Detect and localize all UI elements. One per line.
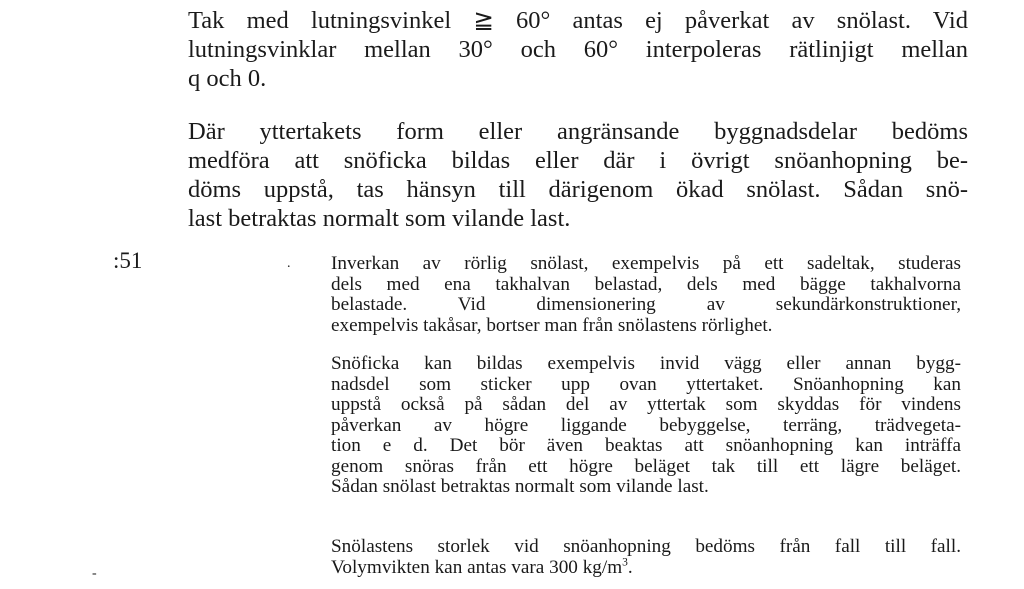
note-line-end-punct: . <box>627 556 633 578</box>
note-line: påverkan av högre liggande bebyggelse, terräng, trädvegeta- <box>331 414 961 436</box>
superscript-exponent: 3 <box>622 556 628 569</box>
paragraph-line: q och 0. <box>188 65 267 92</box>
paragraph-line: döms uppstå, tas hänsyn till därigenom ökad snölast. Sådan snö- <box>188 176 968 203</box>
note-line-last <box>331 558 961 579</box>
note-line-text: Volymvikten kan antas vara 300 kg/m <box>331 556 623 578</box>
margin-dot: . <box>287 256 291 271</box>
note-line: nadsdel som sticker upp ovan yttertaket. Snöanhopning kan <box>331 373 961 395</box>
note-line: exempelvis takåsar, bortser man från snölastens rörlighet. <box>331 314 773 336</box>
note-line: genom snöras från ett högre beläget tak till ett lägre beläget. <box>331 455 961 477</box>
note-line: Snöficka kan bildas exempelvis invid vägg eller annan bygg- <box>331 353 961 374</box>
main-paragraph-2 <box>188 117 968 233</box>
note-line: tion e d. Det bör även beaktas att snöanhopning kan inträffa <box>331 435 961 456</box>
note-line: Snölastens storlek vid snöanhopning bedöms från fall till fall. <box>331 536 961 557</box>
paragraph-line: Där yttertakets form eller angränsande byggnadsdelar bedöms <box>188 118 968 145</box>
section-number: :51 <box>113 248 143 273</box>
paragraph-line: Tak med lutningsvinkel ≧ 60° antas ej påverkat av snölast. Vid <box>188 7 968 34</box>
note-paragraph-1 <box>331 254 961 336</box>
note-line: uppstå också på sådan del av yttertak som skyddas för vindens <box>331 394 961 415</box>
note-paragraph-3 <box>331 537 961 578</box>
note-line: Sådan snölast betraktas normalt som vilande last. <box>331 476 709 497</box>
main-paragraph-1 <box>188 6 968 93</box>
note-line: Inverkan av rörlig snölast, exempelvis på ett sadeltak, studeras <box>331 253 961 274</box>
margin-dash: - <box>92 566 97 581</box>
note-line: dels med ena takhalvan belastad, dels med bägge takhalvorna <box>331 273 961 295</box>
paragraph-line: last betraktas normalt som vilande last. <box>188 205 571 232</box>
paragraph-line: medföra att snöficka bildas eller där i övrigt snöanhopning be- <box>188 147 968 174</box>
note-line: belastade. Vid dimensionering av sekundärkonstruktioner, <box>331 294 961 315</box>
paragraph-line: lutningsvinklar mellan 30° och 60° interpoleras rätlinjigt mellan <box>188 36 968 63</box>
note-paragraph-2 <box>331 354 961 498</box>
